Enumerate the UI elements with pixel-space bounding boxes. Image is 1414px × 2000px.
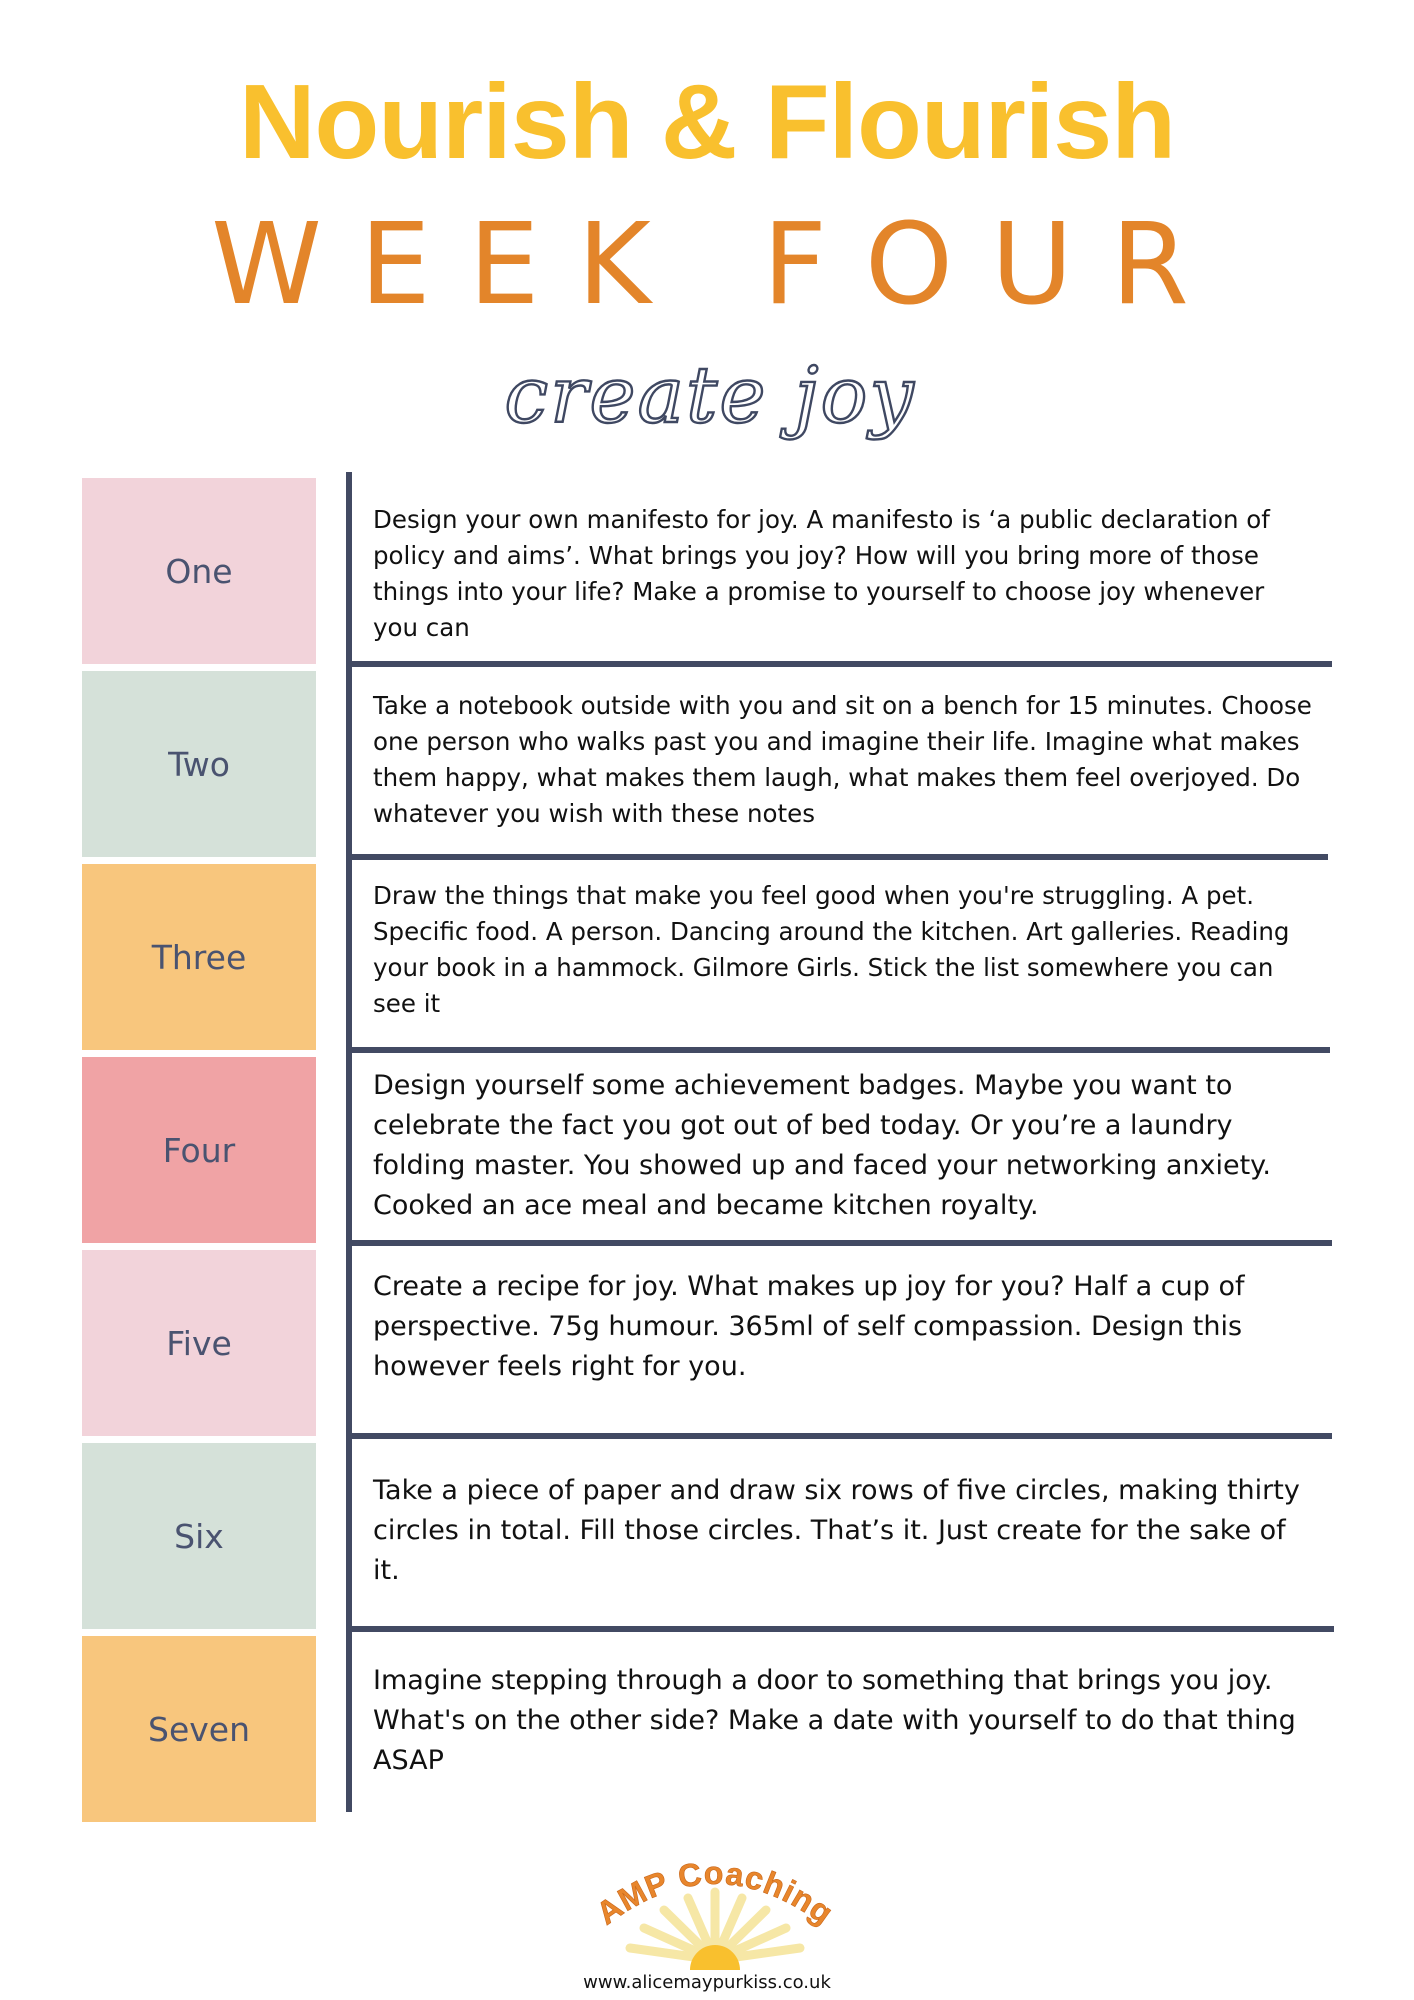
day-text-two: Take a notebook outside with you and sit on a bench for 15 minutes. Choose one person who walks past you and imagine their life. Imagine what makes them happy, what makes them laugh, what makes them feel overjoyed. Do whatever you wish with these notes <box>373 691 1312 828</box>
row-divider <box>350 661 1332 667</box>
day-text-five: Create a recipe for joy. What makes up joy for you? Half a cup of perspective. 75g humour. 365ml of self compassion. Design this however feels right for you. <box>373 1271 1245 1382</box>
logo-text: AMP Coaching <box>589 1854 841 1932</box>
day-label-five: Five <box>82 1250 316 1436</box>
day-text-three: Draw the things that make you feel good when you're struggling. A pet. Specific food. A person. Dancing around the kitchen. Art galleries. Reading your book in a hammock. Gilmore Girls. Stick the list somewhere you can see it <box>373 881 1290 1018</box>
row-divider <box>350 1433 1332 1439</box>
row-divider <box>350 1047 1330 1053</box>
day-label-seven: Seven <box>82 1636 316 1822</box>
day-text-four: Design yourself some achievement badges. Maybe you want to celebrate the fact you got out of bed today. Or you’re a laundry folding master. You showed up and faced your networking anxiety. Cooked an ace meal and became kitchen royalty. <box>373 1070 1271 1221</box>
website-link[interactable]: www.alicemaypurkiss.co.uk <box>583 1972 831 1993</box>
day-text-six: Take a piece of paper and draw six rows of five circles, making thirty circles in total. Fill those circles. That’s it. Just create for the sake of it. <box>373 1475 1300 1586</box>
day-text-seven: Imagine stepping through a door to something that brings you joy. What's on the other side? Make a date with yourself to do that thing ASAP <box>373 1665 1296 1776</box>
page-title: Nourish & Flourish <box>239 63 1175 181</box>
amp-coaching-logo <box>570 1820 860 1980</box>
theme-script-heading <box>400 360 1020 480</box>
row-divider <box>350 1626 1334 1632</box>
week-heading: WEEK FOUR <box>211 200 1227 330</box>
day-label-two: Two <box>82 671 316 857</box>
day-text-one: Design your own manifesto for joy. A manifesto is ‘a public declaration of policy and aims’. What brings you joy? How will you bring more of those things into your life? Make a promise to yourself to choose joy whenever you can <box>373 505 1270 642</box>
day-label-one: One <box>82 478 316 664</box>
day-label-six: Six <box>82 1443 316 1629</box>
day-label-three: Three <box>82 864 316 1050</box>
vertical-divider <box>346 472 352 1812</box>
row-divider <box>350 1240 1332 1246</box>
row-divider <box>350 854 1328 860</box>
theme-text: create joy <box>504 360 916 441</box>
day-label-four: Four <box>82 1057 316 1243</box>
